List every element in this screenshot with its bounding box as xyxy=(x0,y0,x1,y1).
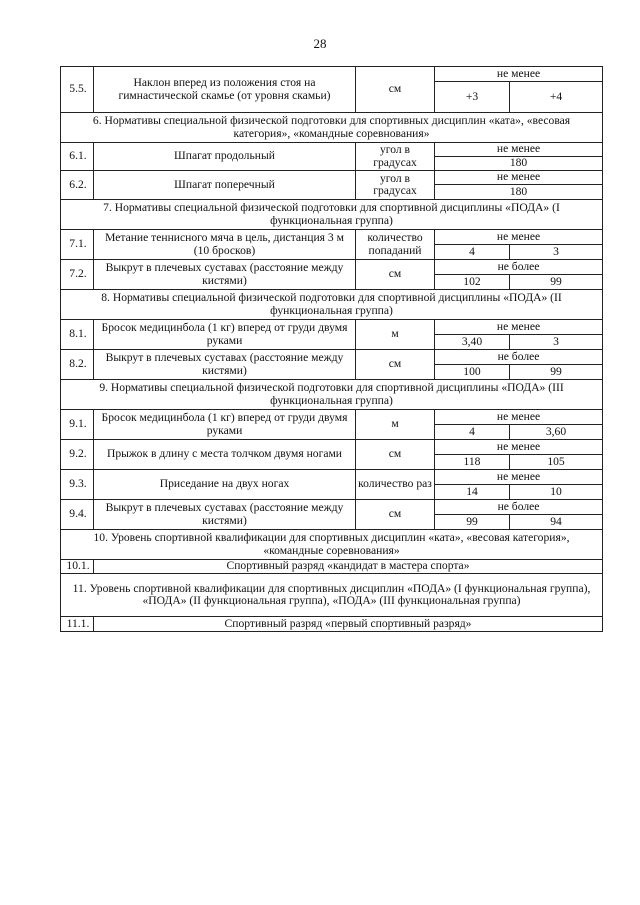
value-cell: 100 xyxy=(435,365,510,380)
value-cell: 10 xyxy=(510,485,603,500)
exercise-name: Прыжок в длину с места толчком двумя ногами xyxy=(94,440,356,470)
table-row xyxy=(61,230,603,245)
table-row xyxy=(61,560,603,574)
condition: не более xyxy=(435,350,603,365)
exercise-name: Шпагат поперечный xyxy=(94,171,356,200)
condition: не менее xyxy=(435,171,603,185)
value-cell: +3 xyxy=(435,82,510,113)
section-header-row xyxy=(61,290,603,320)
row-number: 5.5. xyxy=(61,67,94,113)
row-number: 9.4. xyxy=(61,500,94,530)
section-title: 11. Уровень спортивной квалификации для спортивных дисциплин «ПОДА» (I функциональная группа), «ПОДА» (II функциональная группа), «ПОДА» (III функциональная группа) xyxy=(61,574,603,617)
unit: см xyxy=(356,67,435,113)
row-number: 6.1. xyxy=(61,143,94,171)
value-cell: 99 xyxy=(435,515,510,530)
value-cell: 105 xyxy=(510,455,603,470)
unit: количество раз xyxy=(356,470,435,500)
value-cell: 180 xyxy=(435,157,603,171)
section-header-row xyxy=(61,200,603,230)
row-number: 8.2. xyxy=(61,350,94,380)
value-cell: 3,60 xyxy=(510,425,603,440)
norms-table xyxy=(60,66,603,632)
table-row xyxy=(61,260,603,275)
exercise-name: Выкрут в плечевых суставах (расстояние между кистями) xyxy=(94,260,356,290)
table-row xyxy=(61,320,603,335)
unit: см xyxy=(356,440,435,470)
table-row xyxy=(61,67,603,82)
condition: не более xyxy=(435,500,603,515)
section-header-row xyxy=(61,113,603,143)
page-number: 28 xyxy=(313,36,327,51)
value-cell: 180 xyxy=(435,185,603,200)
row-number: 6.2. xyxy=(61,171,94,200)
row-number: 8.1. xyxy=(61,320,94,350)
exercise-name: Шпагат продольный xyxy=(94,143,356,171)
condition: не более xyxy=(435,260,603,275)
value-cell: 94 xyxy=(510,515,603,530)
condition: не менее xyxy=(435,320,603,335)
table-row xyxy=(61,171,603,185)
value-cell: 14 xyxy=(435,485,510,500)
unit: см xyxy=(356,350,435,380)
condition: не менее xyxy=(435,440,603,455)
row-number: 9.3. xyxy=(61,470,94,500)
value-cell: 99 xyxy=(510,365,603,380)
value-cell: 4 xyxy=(435,425,510,440)
row-number: 11.1. xyxy=(61,617,94,632)
row-number: 9.1. xyxy=(61,410,94,440)
section-header-row xyxy=(61,530,603,560)
unit: угол в градусах xyxy=(356,171,435,200)
section-title: 10. Уровень спортивной квалификации для спортивных дисциплин «ката», «весовая категория», «командные соревнования» xyxy=(61,530,603,560)
section-header-row xyxy=(61,380,603,410)
table-row xyxy=(61,440,603,455)
value-cell: 4 xyxy=(435,245,510,260)
unit: количество попаданий xyxy=(356,230,435,260)
section-header-row xyxy=(61,574,603,617)
row-number: 7.1. xyxy=(61,230,94,260)
section-title: 8. Нормативы специальной физической подготовки для спортивной дисциплины «ПОДА» (II функциональная группа) xyxy=(61,290,603,320)
unit: угол в градусах xyxy=(356,143,435,171)
table-row xyxy=(61,143,603,157)
unit: см xyxy=(356,500,435,530)
exercise-name: Выкрут в плечевых суставах (расстояние между кистями) xyxy=(94,350,356,380)
exercise-name: Выкрут в плечевых суставах (расстояние между кистями) xyxy=(94,500,356,530)
unit: м xyxy=(356,320,435,350)
condition: не менее xyxy=(435,230,603,245)
section-title: 9. Нормативы специальной физической подготовки для спортивной дисциплины «ПОДА» (III функциональная группа) xyxy=(61,380,603,410)
value-cell: 3 xyxy=(510,245,603,260)
section-title: 7. Нормативы специальной физической подготовки для спортивной дисциплины «ПОДА» (I функциональная группа) xyxy=(61,200,603,230)
condition: не менее xyxy=(435,470,603,485)
table-row xyxy=(61,350,603,365)
row-number: 9.2. xyxy=(61,440,94,470)
exercise-name: Наклон вперед из положения стоя на гимнастической скамье (от уровня скамьи) xyxy=(94,67,356,113)
value-cell: 118 xyxy=(435,455,510,470)
value-cell: 3 xyxy=(510,335,603,350)
value-cell: 99 xyxy=(510,275,603,290)
table-row xyxy=(61,617,603,632)
value-cell: 102 xyxy=(435,275,510,290)
condition: не менее xyxy=(435,410,603,425)
unit: см xyxy=(356,260,435,290)
qualification-text: Спортивный разряд «первый спортивный разряд» xyxy=(94,617,603,632)
qualification-text: Спортивный разряд «кандидат в мастера спорта» xyxy=(94,560,603,574)
condition: не менее xyxy=(435,67,603,82)
value-cell: +4 xyxy=(510,82,603,113)
condition: не менее xyxy=(435,143,603,157)
exercise-name: Приседание на двух ногах xyxy=(94,470,356,500)
unit: м xyxy=(356,410,435,440)
exercise-name: Бросок медицинбола (1 кг) вперед от груди двумя руками xyxy=(94,410,356,440)
value-cell: 3,40 xyxy=(435,335,510,350)
table-row xyxy=(61,410,603,425)
section-title: 6. Нормативы специальной физической подготовки для спортивных дисциплин «ката», «весовая категория», «командные соревнования» xyxy=(61,113,603,143)
table-row xyxy=(61,500,603,515)
exercise-name: Бросок медицинбола (1 кг) вперед от груди двумя руками xyxy=(94,320,356,350)
table-row xyxy=(61,470,603,485)
exercise-name: Метание теннисного мяча в цель, дистанция 3 м (10 бросков) xyxy=(94,230,356,260)
row-number: 10.1. xyxy=(61,560,94,574)
row-number: 7.2. xyxy=(61,260,94,290)
